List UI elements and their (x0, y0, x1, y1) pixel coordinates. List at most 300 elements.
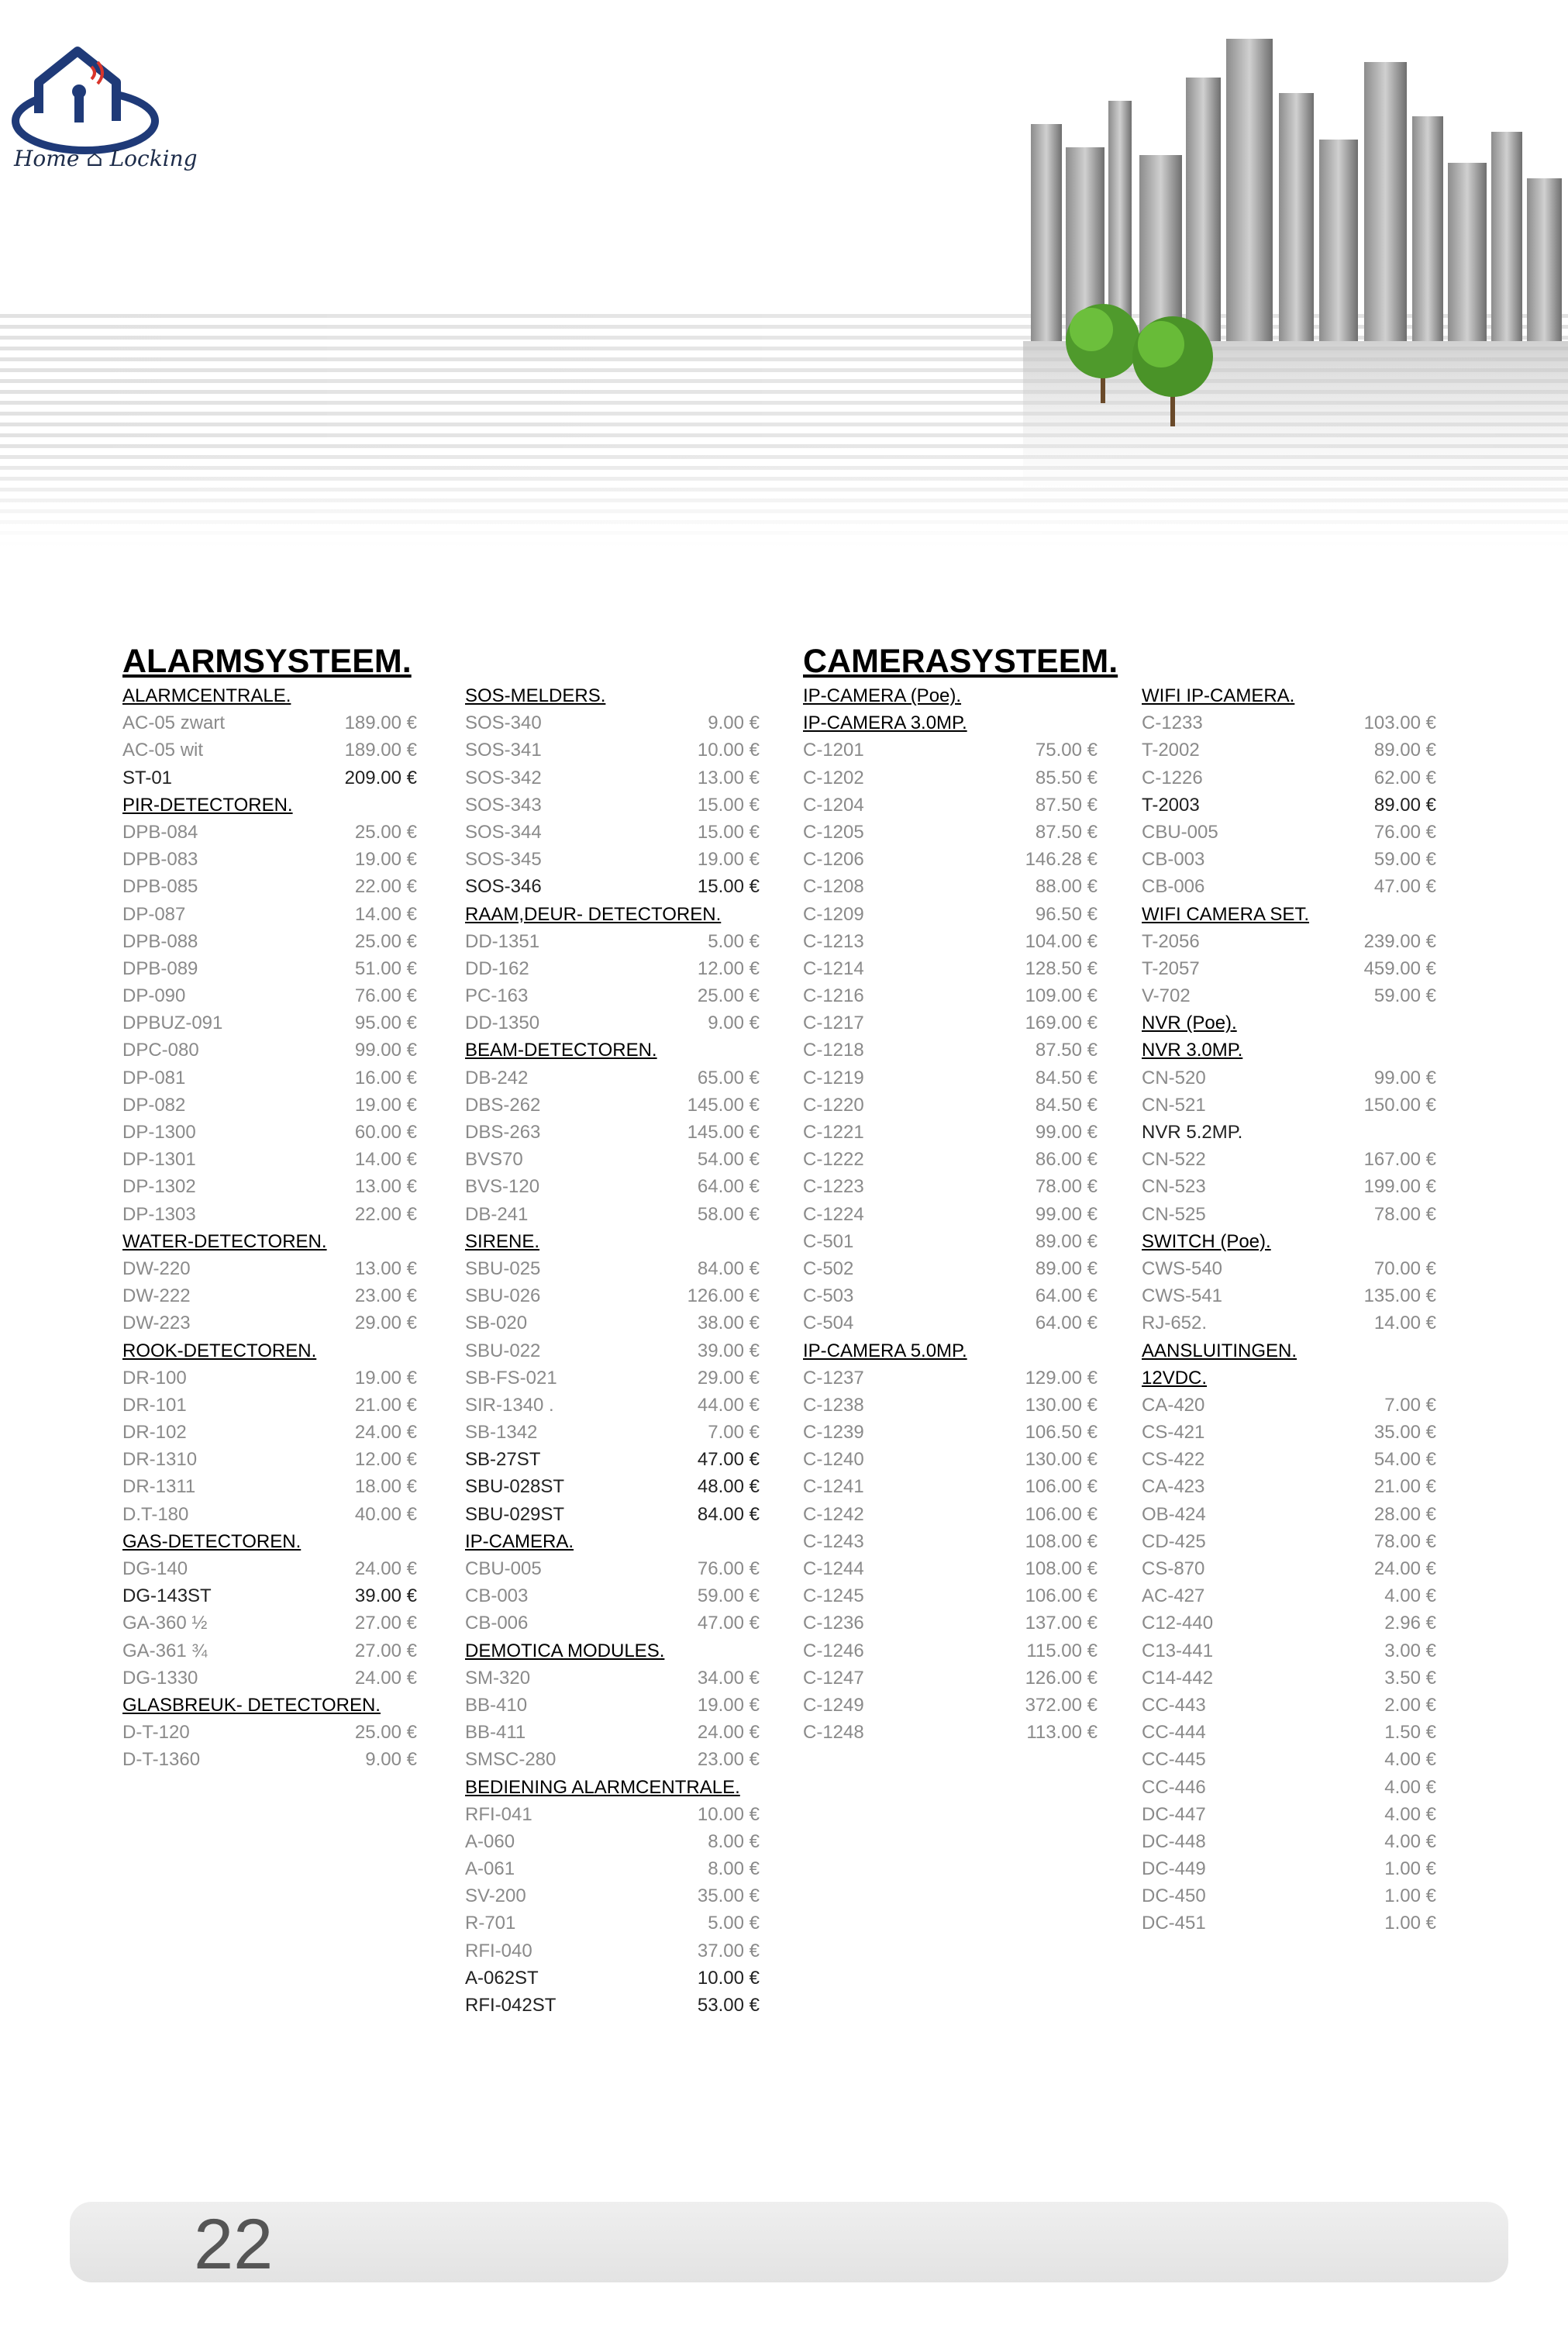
product-price: 2.00 € (1384, 1694, 1436, 1716)
product-code: DC-447 (1142, 1803, 1206, 1825)
product-code: CWS-540 (1142, 1257, 1223, 1279)
price-row (122, 1746, 417, 1773)
product-code: RJ-652. (1142, 1313, 1208, 1334)
footer-band (70, 2202, 1508, 2282)
product-price: 59.00 € (1373, 985, 1436, 1007)
product-code: C-1243 (803, 1530, 864, 1552)
product-code: CS-422 (1142, 1449, 1205, 1471)
product-price: 54.00 € (697, 1149, 760, 1171)
product-code: BVS70 (465, 1149, 523, 1171)
product-code: A-061 (465, 1858, 515, 1880)
product-code: DP-081 (122, 1067, 186, 1088)
price-row (465, 709, 760, 737)
product-price: 76.00 € (354, 985, 417, 1007)
product-code: C-1239 (803, 1422, 864, 1444)
price-row (803, 928, 1098, 955)
price-column-4 (1142, 640, 1436, 1937)
product-price: 99.00 € (354, 1040, 417, 1061)
product-price: 239.00 € (1363, 930, 1436, 952)
product-price: 19.00 € (354, 849, 417, 871)
product-code: SOS-343 (465, 794, 542, 816)
price-row (1142, 1555, 1436, 1582)
category-heading (803, 682, 1098, 709)
skyline-buildings (1031, 39, 1562, 341)
product-price: 34.00 € (697, 1667, 760, 1689)
product-price: 145.00 € (687, 1122, 760, 1143)
price-row (465, 1173, 760, 1200)
product-code: C-504 (803, 1313, 854, 1334)
category-heading (122, 1337, 417, 1364)
price-row (465, 1392, 760, 1419)
city-skyline-illustration (1023, 16, 1568, 558)
category-label: IP-CAMERA (Poe). (803, 685, 962, 706)
category-heading (122, 792, 417, 819)
price-row (803, 955, 1098, 982)
price-row (803, 1665, 1098, 1692)
category-label: WIFI IP-CAMERA. (1142, 685, 1295, 706)
price-row (1142, 1392, 1436, 1419)
category-heading (122, 1528, 417, 1555)
price-row (122, 1609, 417, 1637)
category-label: IP-CAMERA 5.0MP. (803, 1340, 967, 1361)
product-price: 64.00 € (1035, 1313, 1098, 1334)
product-code: DP-1300 (122, 1122, 196, 1143)
product-code: C-1241 (803, 1476, 864, 1498)
price-row (122, 1282, 417, 1309)
product-price: 7.00 € (1384, 1394, 1436, 1416)
product-code: SM-320 (465, 1667, 531, 1689)
price-row (465, 1609, 760, 1637)
product-code: V-702 (1142, 985, 1191, 1007)
product-code: DP-1303 (122, 1203, 196, 1225)
product-price: 21.00 € (354, 1394, 417, 1416)
product-price: 19.00 € (697, 849, 760, 871)
product-code: T-2003 (1142, 794, 1200, 816)
product-price: 24.00 € (697, 1722, 760, 1744)
price-row (1142, 1173, 1436, 1200)
product-code: AC-05 wit (122, 740, 204, 761)
product-code: C-1214 (803, 957, 864, 979)
product-price: 4.00 € (1384, 1803, 1436, 1825)
price-row (803, 1201, 1098, 1228)
product-price: 29.00 € (354, 1313, 417, 1334)
product-code: OB-424 (1142, 1503, 1206, 1525)
product-code: AC-427 (1142, 1585, 1205, 1607)
product-code: SOS-340 (465, 712, 542, 734)
product-code: DB-242 (465, 1067, 529, 1088)
product-price: 9.00 € (708, 712, 760, 734)
product-price: 25.00 € (354, 821, 417, 843)
product-price: 106.00 € (1025, 1476, 1098, 1498)
product-price: 10.00 € (697, 1803, 760, 1825)
product-code: C-1206 (803, 849, 864, 871)
product-price: 8.00 € (708, 1858, 760, 1880)
product-price: 1.00 € (1384, 1913, 1436, 1934)
price-row (122, 901, 417, 928)
price-row (122, 1009, 417, 1037)
product-code: SBU-026 (465, 1285, 541, 1307)
price-row (122, 955, 417, 982)
product-price: 109.00 € (1025, 985, 1098, 1007)
price-row (465, 1064, 760, 1092)
category-label: BEDIENING ALARMCENTRALE. (465, 1776, 740, 1798)
category-label: ROOK-DETECTOREN. (122, 1340, 317, 1361)
price-row (465, 1282, 760, 1309)
product-code: C-1242 (803, 1503, 864, 1525)
price-row (122, 1637, 417, 1665)
product-price: 99.00 € (1035, 1203, 1098, 1225)
product-price: 104.00 € (1025, 930, 1098, 952)
product-price: 115.00 € (1026, 1640, 1098, 1661)
product-code: C-1216 (803, 985, 864, 1007)
category-label: NVR 5.2MP. (1142, 1122, 1243, 1143)
product-code: CN-520 (1142, 1067, 1206, 1088)
product-code: SBU-028ST (465, 1476, 565, 1498)
price-row (803, 1419, 1098, 1446)
product-price: 95.00 € (354, 1013, 417, 1034)
price-row (465, 1692, 760, 1719)
price-row (465, 982, 760, 1009)
price-row (122, 1555, 417, 1582)
product-code: C-1226 (1142, 767, 1203, 788)
price-row (465, 792, 760, 819)
product-code: CS-870 (1142, 1558, 1205, 1579)
product-code: C-1208 (803, 876, 864, 898)
product-price: 96.50 € (1035, 903, 1098, 925)
category-heading (465, 1037, 760, 1064)
product-price: 135.00 € (1363, 1285, 1436, 1307)
product-code: C-1240 (803, 1449, 864, 1471)
product-code: CB-003 (1142, 849, 1205, 871)
product-code: SB-27ST (465, 1449, 541, 1471)
price-row (465, 1501, 760, 1528)
price-row (803, 1473, 1098, 1500)
price-row (122, 1201, 417, 1228)
product-code: CWS-541 (1142, 1285, 1223, 1307)
price-row (465, 1255, 760, 1282)
price-row (122, 1446, 417, 1473)
price-row (122, 928, 417, 955)
price-row (1142, 1282, 1436, 1309)
product-code: CB-006 (465, 1613, 529, 1634)
product-code: SIR-1340 . (465, 1394, 554, 1416)
product-code: CS-421 (1142, 1422, 1205, 1444)
product-code: C-1222 (803, 1149, 864, 1171)
product-price: 14.00 € (354, 903, 417, 925)
price-row (465, 1746, 760, 1773)
product-code: CA-423 (1142, 1476, 1205, 1498)
price-row (1142, 1446, 1436, 1473)
product-code: T-2056 (1142, 930, 1200, 952)
product-code: C-1224 (803, 1203, 864, 1225)
product-code: C-501 (803, 1230, 854, 1252)
price-row (122, 1146, 417, 1173)
product-price: 84.00 € (697, 1503, 760, 1525)
price-row (803, 1009, 1098, 1037)
product-code: D.T-180 (122, 1503, 189, 1525)
product-price: 87.50 € (1035, 1040, 1098, 1061)
product-price: 85.50 € (1035, 767, 1098, 788)
product-price: 146.28 € (1025, 849, 1098, 871)
product-price: 12.00 € (354, 1449, 417, 1471)
product-code: DR-100 (122, 1367, 187, 1389)
product-code: DB-241 (465, 1203, 529, 1225)
product-code: C-1202 (803, 767, 864, 788)
category-heading (465, 1774, 760, 1801)
product-price: 113.00 € (1026, 1722, 1098, 1744)
product-price: 48.00 € (697, 1476, 760, 1498)
price-row (1142, 819, 1436, 846)
product-code: A-062ST (465, 1967, 539, 1989)
product-code: DW-223 (122, 1313, 191, 1334)
price-row (803, 1119, 1098, 1146)
page-number: 22 (194, 2205, 274, 2284)
category-heading (1142, 1337, 1436, 1364)
price-row (1142, 764, 1436, 792)
product-code: SV-200 (465, 1885, 526, 1907)
product-code: CN-521 (1142, 1094, 1206, 1116)
product-code: CB-003 (465, 1585, 529, 1607)
category-label: DEMOTICA MODULES. (465, 1640, 665, 1661)
product-price: 58.00 € (697, 1203, 760, 1225)
product-code: DR-1311 (122, 1476, 196, 1498)
price-row (803, 1637, 1098, 1665)
product-price: 70.00 € (1373, 1257, 1436, 1279)
product-price: 15.00 € (697, 794, 760, 816)
product-code: C-1213 (803, 930, 864, 952)
price-row (1142, 955, 1436, 982)
product-code: CBU-005 (465, 1558, 542, 1579)
product-code: CC-445 (1142, 1749, 1206, 1771)
price-row (465, 955, 760, 982)
product-code: DPB-089 (122, 957, 198, 979)
product-code: DD-1351 (465, 930, 540, 952)
product-code: C-1237 (803, 1367, 864, 1389)
price-row (465, 1009, 760, 1037)
product-price: 24.00 € (354, 1558, 417, 1579)
product-code: C-1248 (803, 1722, 864, 1744)
product-price: 78.00 € (1035, 1176, 1098, 1198)
product-price: 76.00 € (1373, 821, 1436, 843)
product-code: C-1209 (803, 903, 864, 925)
category-heading (1142, 1364, 1436, 1392)
product-code: CC-446 (1142, 1776, 1206, 1798)
price-row (1142, 1201, 1436, 1228)
product-code: DC-449 (1142, 1858, 1206, 1880)
product-code: C-1218 (803, 1040, 864, 1061)
price-row (803, 1255, 1098, 1282)
price-row (803, 1692, 1098, 1719)
product-price: 78.00 € (1373, 1203, 1436, 1225)
product-price: 130.00 € (1025, 1394, 1098, 1416)
product-price: 106.00 € (1025, 1503, 1098, 1525)
product-price: 189.00 € (344, 712, 417, 734)
product-code: C-1220 (803, 1094, 864, 1116)
product-code: DR-1310 (122, 1449, 198, 1471)
price-row (1142, 1801, 1436, 1828)
product-price: 44.00 € (697, 1394, 760, 1416)
product-code: CD-425 (1142, 1530, 1206, 1552)
price-row (122, 819, 417, 846)
product-price: 4.00 € (1384, 1830, 1436, 1852)
product-price: 64.00 € (697, 1176, 760, 1198)
category-label: GLASBREUK- DETECTOREN. (122, 1694, 381, 1716)
product-code: CN-523 (1142, 1176, 1206, 1198)
product-code: C-1221 (803, 1122, 864, 1143)
price-row (122, 1309, 417, 1337)
product-price: 27.00 € (354, 1613, 417, 1634)
product-code: DPB-084 (122, 821, 198, 843)
product-price: 39.00 € (697, 1340, 760, 1361)
product-price: 19.00 € (354, 1094, 417, 1116)
price-row (803, 901, 1098, 928)
product-code: D-T-1360 (122, 1749, 201, 1771)
price-row (803, 1364, 1098, 1392)
product-price: 21.00 € (1373, 1476, 1436, 1498)
product-price: 23.00 € (354, 1285, 417, 1307)
price-row (803, 982, 1098, 1009)
product-price: 372.00 € (1025, 1694, 1098, 1716)
price-row (803, 846, 1098, 873)
price-row (803, 1719, 1098, 1746)
price-row (122, 1665, 417, 1692)
product-code: C-1245 (803, 1585, 864, 1607)
product-code: SB-020 (465, 1313, 528, 1334)
category-heading (1142, 1009, 1436, 1037)
product-price: 106.50 € (1025, 1422, 1098, 1444)
price-row (1142, 1473, 1436, 1500)
price-row (803, 1037, 1098, 1064)
price-row (122, 709, 417, 737)
product-code: CN-522 (1142, 1149, 1206, 1171)
price-row (122, 1173, 417, 1200)
product-price: 9.00 € (365, 1749, 417, 1771)
price-row (122, 846, 417, 873)
price-row (465, 1582, 760, 1609)
product-price: 60.00 € (354, 1122, 417, 1143)
price-column-3 (803, 640, 1118, 1746)
product-code: C-1223 (803, 1176, 864, 1198)
product-code: RFI-041 (465, 1803, 532, 1825)
product-code: C-1204 (803, 794, 864, 816)
product-price: 199.00 € (1363, 1176, 1436, 1198)
category-heading (1142, 1037, 1436, 1064)
price-row (465, 1555, 760, 1582)
category-heading (803, 1337, 1098, 1364)
category-heading (465, 1637, 760, 1665)
category-heading (1142, 682, 1436, 709)
product-code: SB-1342 (465, 1422, 538, 1444)
product-code: C-1246 (803, 1640, 864, 1661)
price-row (465, 1337, 760, 1364)
price-row (1142, 1882, 1436, 1909)
product-code: ST-01 (122, 767, 173, 788)
price-row (122, 1255, 417, 1282)
category-label: WATER-DETECTOREN. (122, 1230, 327, 1252)
product-price: 13.00 € (697, 767, 760, 788)
product-code: RFI-040 (465, 1940, 532, 1961)
price-row (122, 1473, 417, 1500)
product-price: 13.00 € (354, 1176, 417, 1198)
product-code: DBS-262 (465, 1094, 541, 1116)
product-code: GA-360 ½ (122, 1613, 208, 1634)
price-row (803, 1064, 1098, 1092)
price-row (465, 1092, 760, 1119)
price-row (1142, 982, 1436, 1009)
product-price: 7.00 € (708, 1422, 760, 1444)
price-row (465, 928, 760, 955)
category-label: SWITCH (Poe). (1142, 1230, 1271, 1252)
price-row (803, 819, 1098, 846)
product-price: 23.00 € (697, 1749, 760, 1771)
price-row (122, 1719, 417, 1746)
category-heading (122, 682, 417, 709)
category-label: GAS-DETECTOREN. (122, 1530, 302, 1552)
logo-wordmark: Home ⌂ Locking (14, 146, 198, 171)
product-price: 4.00 € (1384, 1776, 1436, 1798)
price-row (465, 1309, 760, 1337)
product-code: SOS-345 (465, 849, 542, 871)
category-label: 12VDC. (1142, 1367, 1208, 1389)
product-price: 25.00 € (697, 985, 760, 1007)
product-price: 9.00 € (708, 1013, 760, 1034)
category-label: SOS-MELDERS. (465, 685, 606, 706)
price-row (1142, 1309, 1436, 1337)
product-price: 8.00 € (708, 1830, 760, 1852)
product-price: 24.00 € (1373, 1558, 1436, 1579)
price-row (465, 819, 760, 846)
product-price: 18.00 € (354, 1476, 417, 1498)
product-price: 15.00 € (697, 876, 760, 898)
price-row (803, 1282, 1098, 1309)
price-row (803, 764, 1098, 792)
product-price: 108.00 € (1025, 1558, 1098, 1579)
product-price: 167.00 € (1363, 1149, 1436, 1171)
category-label: AANSLUITINGEN. (1142, 1340, 1297, 1361)
product-code: DPC-080 (122, 1040, 199, 1061)
price-row (1142, 1501, 1436, 1528)
product-code: C13-441 (1142, 1640, 1214, 1661)
product-price: 84.00 € (697, 1257, 760, 1279)
price-row (1142, 873, 1436, 900)
product-price: 89.00 € (1373, 794, 1436, 816)
product-price: 84.50 € (1035, 1094, 1098, 1116)
price-row (803, 1446, 1098, 1473)
price-row (122, 1582, 417, 1609)
product-price: 1.50 € (1384, 1722, 1436, 1744)
price-row (465, 846, 760, 873)
category-heading (1142, 1119, 1436, 1146)
category-label: ALARMCENTRALE. (122, 685, 291, 706)
product-price: 1.00 € (1384, 1858, 1436, 1880)
price-row (803, 1582, 1098, 1609)
product-code: RFI-042ST (465, 1995, 557, 2016)
category-heading (465, 901, 760, 928)
category-label: WIFI CAMERA SET. (1142, 903, 1310, 925)
product-code: PC-163 (465, 985, 529, 1007)
price-row (1142, 1746, 1436, 1773)
category-label: IP-CAMERA 3.0MP. (803, 712, 967, 734)
product-code: DD-162 (465, 957, 529, 979)
product-price: 10.00 € (697, 1967, 760, 1989)
product-code: C-1236 (803, 1613, 864, 1634)
product-price: 22.00 € (354, 1203, 417, 1225)
price-row (1142, 1146, 1436, 1173)
product-code: DP-090 (122, 985, 186, 1007)
product-price: 128.50 € (1025, 957, 1098, 979)
product-price: 89.00 € (1035, 1230, 1098, 1252)
category-heading (803, 709, 1098, 737)
